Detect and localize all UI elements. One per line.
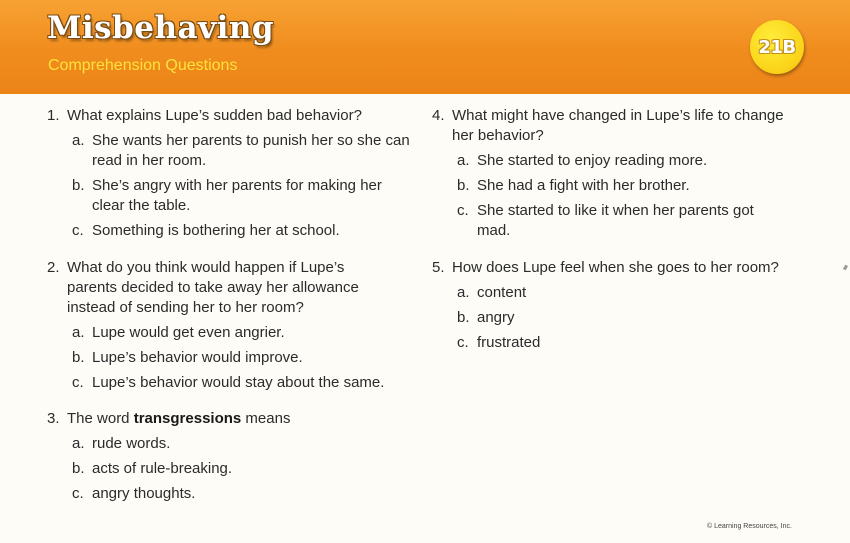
question-text: How does Lupe feel when she goes to her room?: [452, 259, 779, 276]
question-text: What might have changed in Lupe’s life to change her behavior?: [452, 107, 784, 144]
card-number-badge: [750, 20, 804, 74]
copyright-notice: © Learning Resources, Inc.: [707, 523, 792, 530]
option-letter: a.: [72, 324, 85, 341]
option-letter: a.: [72, 132, 85, 149]
page-title: Misbehaving: [47, 10, 275, 46]
option-text: rude words.: [92, 435, 171, 452]
option-text: frustrated: [477, 334, 541, 351]
option-letter: b.: [72, 177, 85, 194]
option-text: angry thoughts.: [92, 485, 196, 502]
question-number: 3.: [47, 410, 60, 427]
option-letter: a.: [72, 435, 85, 452]
option-text: Lupe’s behavior would stay about the same.: [92, 374, 385, 391]
scan-mark: [843, 265, 848, 271]
option-letter: b.: [457, 177, 470, 194]
option-letter: c.: [72, 222, 84, 239]
question-text: The word transgressions means: [67, 410, 291, 427]
option-text: Lupe’s behavior would improve.: [92, 349, 303, 366]
option-letter: c.: [457, 334, 469, 351]
option-text: She started to enjoy reading more.: [477, 152, 708, 169]
option-text: She started to like it when her parents got mad.: [477, 202, 754, 239]
question-text: What do you think would happen if Lupe’s parents decided to take away her allowance instead of sending her to her room?: [67, 259, 359, 316]
option-letter: b.: [72, 460, 85, 477]
option-text: content: [477, 284, 527, 301]
option-text: Something is bothering her at school.: [92, 222, 340, 239]
option-letter: a.: [457, 284, 470, 301]
question-number: 4.: [432, 107, 445, 124]
option-letter: a.: [457, 152, 470, 169]
page-subtitle: Comprehension Questions: [48, 57, 238, 74]
question-number: 5.: [432, 259, 445, 276]
option-text: She had a fight with her brother.: [477, 177, 690, 194]
question-text: What explains Lupe’s sudden bad behavior?: [67, 107, 362, 124]
option-text: She wants her parents to punish her so she can read in her room.: [92, 132, 410, 169]
option-letter: b.: [72, 349, 85, 366]
option-text: She’s angry with her parents for making her clear the table.: [92, 177, 382, 214]
question-number: 1.: [47, 107, 60, 124]
option-text: Lupe would get even angrier.: [92, 324, 285, 341]
question-number: 2.: [47, 259, 60, 276]
vocabulary-word: transgressions: [133, 410, 242, 427]
card-number-label: 21B: [758, 36, 796, 58]
option-letter: c.: [72, 485, 84, 502]
option-letter: c.: [72, 374, 84, 391]
option-letter: b.: [457, 309, 470, 326]
option-text: angry: [477, 309, 515, 326]
option-text: acts of rule-breaking.: [92, 460, 233, 477]
option-letter: c.: [457, 202, 469, 219]
header-banner: [0, 0, 850, 94]
